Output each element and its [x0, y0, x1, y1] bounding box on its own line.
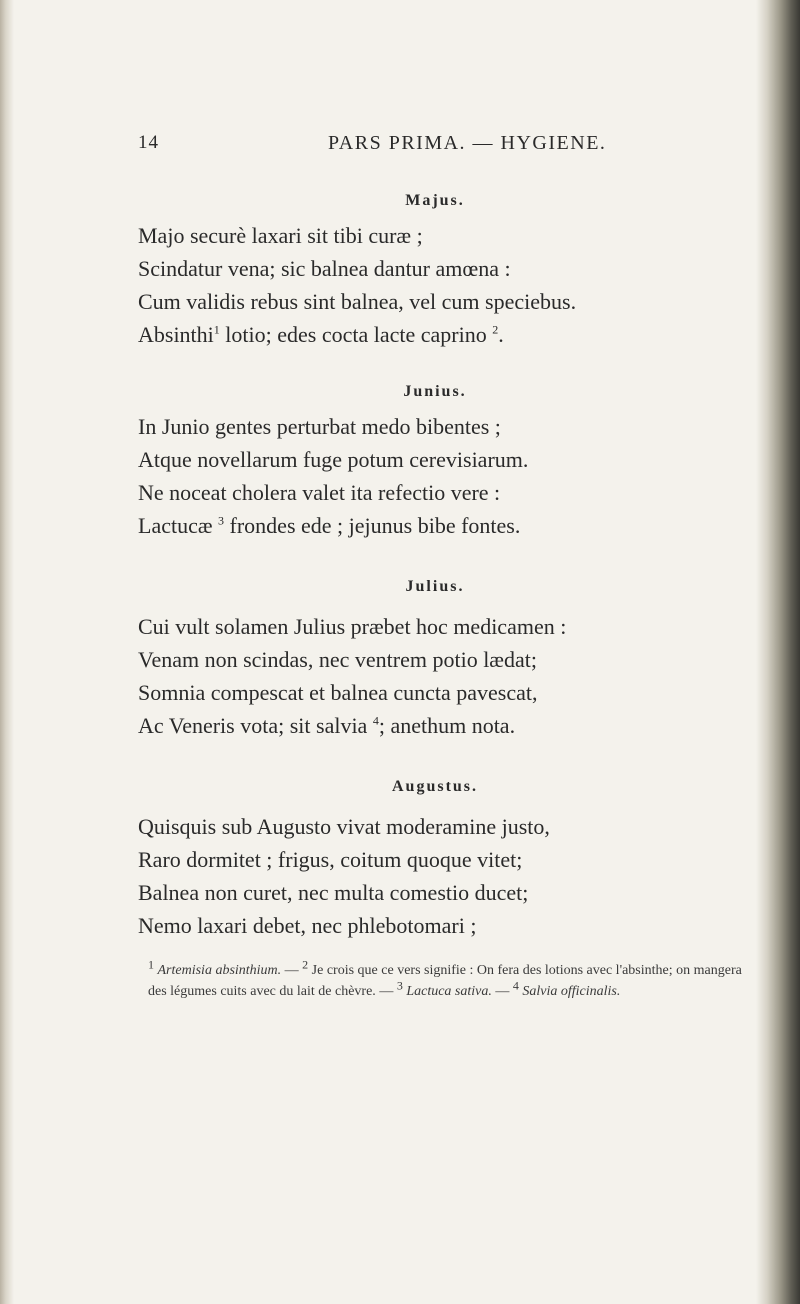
footnote-text: Salvia officinalis.: [522, 984, 621, 999]
section-majus: [130, 192, 740, 351]
verse-text: Absinthi: [138, 322, 214, 347]
verse-text: lotio; edes cocta lacte caprino: [219, 322, 493, 347]
verse-line: [138, 509, 740, 542]
running-title: PARS PRIMA. — HYGIENE.: [328, 132, 607, 154]
footnote-number: 1: [148, 957, 154, 972]
verse-line: Balnea non curet, nec multa comestio ducet;: [138, 880, 529, 905]
verse-text: Lactucæ: [138, 513, 219, 538]
footnotes: 1 Artemisia absinthium. — 2 Je crois que ce vers signifie : On fera des lotions avec l'absinthe; on mangera des légumes cuits avec du lait de chèvre. — 3 Lactuca sativa. — 4 Salvia officinalis.: [148, 957, 742, 999]
verse-text: ; anethum nota.: [378, 713, 516, 738]
section-heading: Majus.: [405, 192, 465, 209]
verse-line: Cui vult solamen Julius præbet hoc medicamen :: [138, 614, 567, 639]
verse-text: frondes ede ; jejunus bibe fontes.: [224, 513, 521, 538]
verse-block: [138, 410, 740, 542]
scan-right-edge: [756, 0, 800, 1304]
verse-line: [138, 318, 740, 351]
verse-line: In Junio gentes perturbat medo bibentes ;: [138, 414, 501, 439]
footnote-number: 3: [396, 978, 403, 993]
section-heading: Junius.: [403, 383, 467, 400]
verse-line: Majo securè laxari sit tibi curæ ;: [138, 223, 423, 248]
footnote-number: 2: [302, 957, 309, 972]
verse-line: Quisquis sub Augusto vivat moderamine justo,: [138, 814, 550, 839]
running-head: [130, 130, 740, 170]
section-heading: Augustus.: [391, 778, 479, 795]
footnote-ref: 1: [213, 322, 220, 337]
verse-line: Scindatur vena; sic balnea dantur amœna :: [138, 256, 511, 281]
verse-block: [138, 219, 740, 351]
verse-line: Somnia compescat et balnea cuncta pavescat,: [138, 680, 538, 705]
scan-left-edge: [0, 0, 14, 1304]
verse-line: Venam non scindas, nec ventrem potio lædat;: [138, 647, 537, 672]
verse-block: [138, 610, 740, 742]
section-heading: Julius.: [405, 578, 465, 595]
book-page: [130, 130, 740, 1002]
section-julius: [130, 578, 740, 742]
verse-text: Ac Veneris vota; sit salvia: [138, 713, 373, 738]
footnote-text: Lactuca sativa.: [406, 984, 492, 999]
footnote-ref: 2: [492, 322, 499, 337]
verse-block: [138, 810, 740, 942]
verse-line: Nemo laxari debet, nec phlebotomari ;: [138, 913, 477, 938]
section-augustus: [130, 778, 740, 942]
verse-text: .: [498, 322, 504, 347]
page-number: 14: [138, 132, 159, 153]
footnote-text: Artemisia absinthium.: [157, 963, 282, 978]
verse-line: Cum validis rebus sint balnea, vel cum speciebus.: [138, 289, 577, 314]
verse-line: Raro dormitet ; frigus, coitum quoque vitet;: [138, 847, 523, 872]
footnote-text: Je crois que ce vers signifie : On fera des lotions avec l'absinthe; on mangera des légumes cuits avec du lait de chèvre.: [148, 963, 742, 999]
verse-line: Atque novellarum fuge potum cerevisiarum.: [138, 447, 529, 472]
footnote-ref: 4: [372, 713, 379, 728]
section-junius: [130, 383, 740, 542]
footnote-number: 4: [512, 978, 519, 993]
verse-line: Ne noceat cholera valet ita refectio vere :: [138, 480, 501, 505]
footnote-ref: 3: [218, 513, 225, 528]
verse-line: [138, 709, 740, 742]
